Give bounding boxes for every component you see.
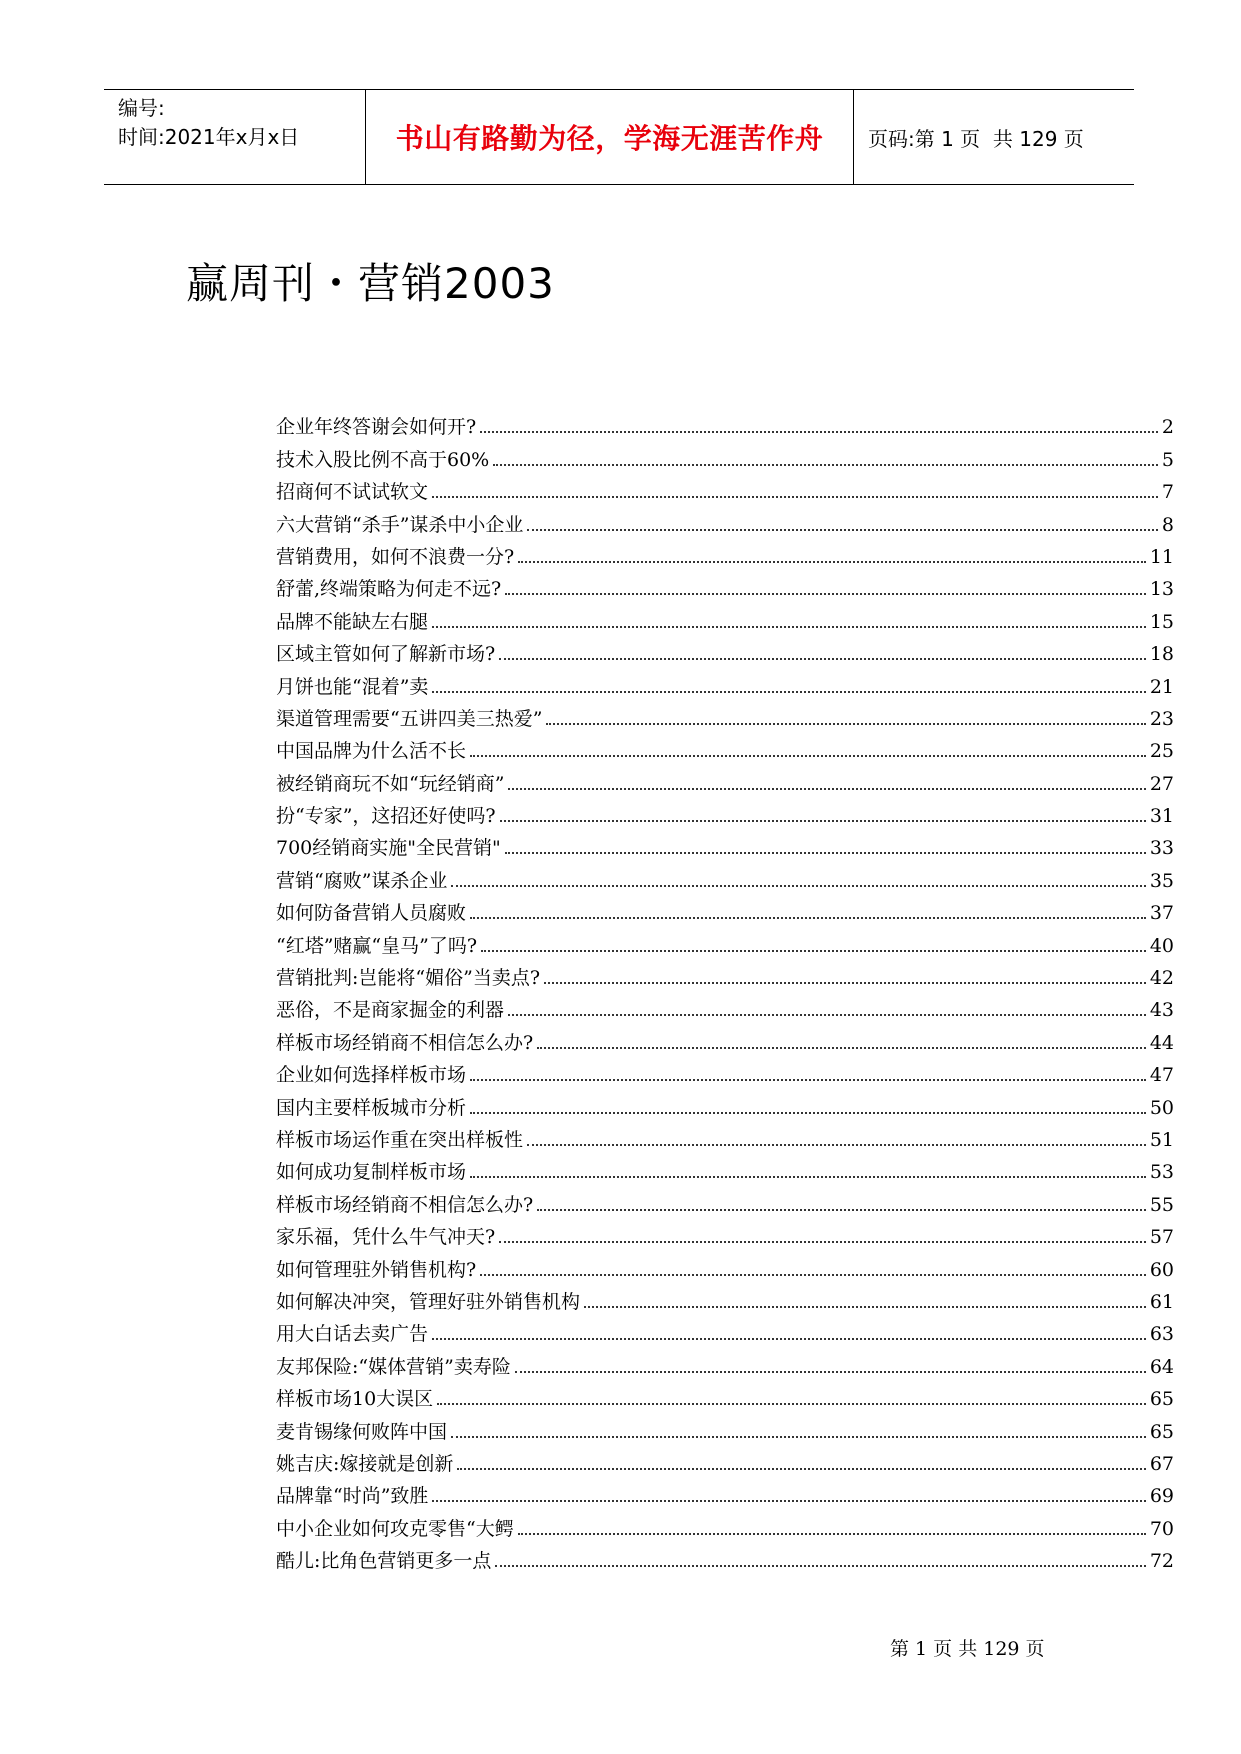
- toc-entry[interactable]: [276, 1120, 1174, 1152]
- toc-entry-title: 酷儿:比角色营销更多一点: [276, 1550, 492, 1573]
- toc-entry[interactable]: [276, 1379, 1174, 1411]
- toc-dot-leader: [470, 1112, 1146, 1114]
- toc-entry-title: 品牌不能缺左右腿: [276, 610, 429, 633]
- toc-dot-leader: [495, 1565, 1145, 1567]
- toc-entry-page: 27: [1149, 772, 1174, 795]
- toc-entry-title: 企业年终答谢会如何开?: [276, 416, 477, 439]
- toc-entry[interactable]: [276, 1282, 1174, 1314]
- toc-entry-page: 67: [1149, 1452, 1174, 1475]
- toc-entry[interactable]: [276, 634, 1174, 666]
- toc-entry[interactable]: [276, 796, 1174, 828]
- toc-entry-page: 15: [1149, 610, 1174, 633]
- toc-entry-page: 65: [1149, 1420, 1174, 1443]
- toc-entry-page: 63: [1149, 1323, 1174, 1346]
- toc-entry-title: 样板市场运作重在突出样板性: [276, 1128, 524, 1151]
- toc-dot-leader: [584, 1306, 1146, 1308]
- toc-entry[interactable]: [276, 958, 1174, 990]
- table-of-contents: [276, 407, 1174, 1573]
- toc-entry[interactable]: [276, 601, 1174, 633]
- toc-entry-page: 13: [1149, 578, 1174, 601]
- toc-dot-leader: [470, 755, 1146, 757]
- toc-entry-title: 营销费用，如何不浪费一分?: [276, 545, 515, 568]
- toc-dot-leader: [505, 593, 1146, 595]
- toc-dot-leader: [527, 529, 1157, 531]
- motto: 书山有路勤为径，学海无涯苦作舟: [395, 122, 824, 155]
- toc-entry-title: 姚吉庆:嫁接就是创新: [276, 1452, 454, 1475]
- toc-dot-leader: [505, 852, 1146, 854]
- toc-entry[interactable]: [276, 439, 1174, 471]
- toc-entry[interactable]: [276, 472, 1174, 504]
- toc-entry-title: 中小企业如何攻克零售“大鳄: [276, 1517, 514, 1540]
- toc-entry-title: 样板市场经销商不相信怎么办?: [276, 1031, 534, 1054]
- toc-entry-title: 如何管理驻外销售机构?: [276, 1258, 477, 1281]
- toc-dot-leader: [451, 1436, 1146, 1438]
- toc-dot-leader: [432, 496, 1158, 498]
- toc-entry-page: 69: [1149, 1485, 1174, 1508]
- toc-entry-page: 70: [1149, 1517, 1174, 1540]
- toc-entry-page: 57: [1149, 1226, 1174, 1249]
- toc-entry-page: 60: [1149, 1258, 1174, 1281]
- toc-entry-page: 72: [1149, 1550, 1174, 1573]
- toc-entry[interactable]: [276, 1444, 1174, 1476]
- document-title: 赢周刊・营销2003: [186, 259, 555, 308]
- toc-entry-page: 37: [1149, 902, 1174, 925]
- toc-entry-title: 友邦保险:“媒体营销”卖寿险: [276, 1355, 511, 1378]
- toc-entry-title: 国内主要样板城市分析: [276, 1096, 467, 1119]
- toc-entry-title: 渠道管理需要“五讲四美三热爱”: [276, 707, 543, 730]
- toc-dot-leader: [527, 1144, 1146, 1146]
- toc-entry[interactable]: [276, 1314, 1174, 1346]
- header-motto-cell: [366, 90, 854, 184]
- toc-entry[interactable]: [276, 763, 1174, 795]
- toc-dot-leader: [546, 723, 1145, 725]
- toc-entry-page: 61: [1149, 1290, 1174, 1313]
- toc-entry-page: 35: [1149, 869, 1174, 892]
- toc-entry-title: 样板市场10大误区: [276, 1388, 434, 1411]
- toc-dot-leader: [518, 561, 1146, 563]
- toc-entry-title: 被经销商玩不如“玩经销商”: [276, 772, 505, 795]
- toc-entry[interactable]: [276, 1152, 1174, 1184]
- toc-entry[interactable]: [276, 1022, 1174, 1054]
- toc-entry-title: 区域主管如何了解新市场?: [276, 643, 496, 666]
- toc-dot-leader: [508, 788, 1145, 790]
- toc-entry-page: 53: [1149, 1161, 1174, 1184]
- toc-entry[interactable]: [276, 828, 1174, 860]
- toc-entry-title: 舒蕾,终端策略为何走不远?: [276, 578, 502, 601]
- toc-entry-title: 六大营销“杀手”谋杀中小企业: [276, 513, 524, 536]
- page-footer: 第 1 页 共 129 页: [890, 1638, 1045, 1660]
- toc-entry-page: 43: [1149, 999, 1174, 1022]
- toc-entry-title: 用大白话去卖广告: [276, 1323, 429, 1346]
- toc-entry-page: 64: [1149, 1355, 1174, 1378]
- toc-dot-leader: [493, 464, 1158, 466]
- toc-entry[interactable]: [276, 1249, 1174, 1281]
- toc-dot-leader: [508, 1014, 1146, 1016]
- toc-entry[interactable]: [276, 1508, 1174, 1540]
- toc-entry-page: 7: [1161, 481, 1174, 504]
- toc-dot-leader: [470, 917, 1146, 919]
- toc-entry-title: 营销“腐败”谋杀企业: [276, 869, 448, 892]
- page-header: [104, 89, 1134, 185]
- toc-entry[interactable]: [276, 1217, 1174, 1249]
- toc-dot-leader: [470, 1079, 1146, 1081]
- toc-entry-page: 23: [1149, 707, 1174, 730]
- toc-entry-page: 11: [1149, 545, 1174, 568]
- toc-dot-leader: [500, 820, 1146, 822]
- toc-entry-page: 2: [1161, 416, 1174, 439]
- toc-entry[interactable]: [276, 893, 1174, 925]
- header-meta: [104, 90, 366, 184]
- toc-entry[interactable]: [276, 990, 1174, 1022]
- toc-entry-page: 5: [1161, 448, 1174, 471]
- toc-entry[interactable]: [276, 1055, 1174, 1087]
- toc-entry-title: 企业如何选择样板市场: [276, 1064, 467, 1087]
- toc-dot-leader: [481, 950, 1146, 952]
- toc-dot-leader: [432, 626, 1146, 628]
- toc-entry-page: 42: [1149, 967, 1174, 990]
- toc-entry[interactable]: [276, 1087, 1174, 1119]
- toc-dot-leader: [432, 1338, 1146, 1340]
- toc-entry-page: 25: [1149, 740, 1174, 763]
- time-label: 时间:2021年x月x日: [118, 125, 300, 149]
- toc-dot-leader: [480, 1274, 1146, 1276]
- toc-entry-title: 中国品牌为什么活不长: [276, 740, 467, 763]
- toc-entry-title: 700经销商实施"全民营销": [276, 837, 501, 860]
- toc-dot-leader: [499, 1241, 1146, 1243]
- toc-entry[interactable]: [276, 407, 1174, 439]
- toc-entry[interactable]: [276, 1346, 1174, 1378]
- toc-entry-title: 品牌靠“时尚”致胜: [276, 1485, 429, 1508]
- toc-dot-leader: [518, 1533, 1146, 1535]
- toc-entry-title: 扮“专家”，这招还好使吗?: [276, 805, 496, 828]
- toc-entry-title: 技术入股比例不高于60%: [276, 448, 490, 471]
- toc-entry-page: 47: [1149, 1064, 1174, 1087]
- toc-dot-leader: [480, 431, 1158, 433]
- toc-entry-title: 样板市场经销商不相信怎么办?: [276, 1193, 534, 1216]
- toc-entry-page: 18: [1149, 643, 1174, 666]
- toc-entry[interactable]: [276, 537, 1174, 569]
- toc-entry-title: 家乐福，凭什么牛气冲天?: [276, 1226, 496, 1249]
- toc-dot-leader: [537, 1047, 1146, 1049]
- toc-entry-page: 44: [1149, 1031, 1174, 1054]
- number-label: 编号:: [118, 96, 165, 120]
- toc-entry[interactable]: [276, 1184, 1174, 1216]
- toc-entry-title: 麦肯锡缘何败阵中国: [276, 1420, 448, 1443]
- toc-entry-page: 50: [1149, 1096, 1174, 1119]
- toc-entry-page: 55: [1149, 1193, 1174, 1216]
- toc-entry[interactable]: [276, 925, 1174, 957]
- header-page-cell: [854, 90, 1134, 184]
- toc-entry[interactable]: [276, 699, 1174, 731]
- toc-entry-page: 8: [1161, 513, 1174, 536]
- toc-entry[interactable]: [276, 569, 1174, 601]
- toc-dot-leader: [537, 1209, 1146, 1211]
- toc-entry[interactable]: [276, 666, 1174, 698]
- toc-dot-leader: [499, 658, 1146, 660]
- toc-entry[interactable]: [276, 731, 1174, 763]
- header-page-info: 页码:第 1 页 共 129 页: [868, 126, 1084, 151]
- toc-entry-title: 月饼也能“混着”卖: [276, 675, 429, 698]
- toc-dot-leader: [432, 691, 1145, 693]
- toc-dot-leader: [457, 1468, 1145, 1470]
- toc-entry-title: 营销批判:岂能将“媚俗”当卖点?: [276, 967, 541, 990]
- toc-entry[interactable]: [276, 860, 1174, 892]
- toc-entry-title: 如何成功复制样板市场: [276, 1161, 467, 1184]
- toc-entry[interactable]: [276, 504, 1174, 536]
- toc-entry-title: 如何解决冲突，管理好驻外销售机构: [276, 1290, 581, 1313]
- toc-entry-page: 65: [1149, 1388, 1174, 1411]
- toc-entry[interactable]: [276, 1411, 1174, 1443]
- toc-entry-title: 如何防备营销人员腐败: [276, 902, 467, 925]
- toc-entry[interactable]: [276, 1541, 1174, 1573]
- toc-entry-page: 40: [1149, 934, 1174, 957]
- toc-entry-page: 51: [1149, 1128, 1174, 1151]
- toc-entry-page: 31: [1149, 805, 1174, 828]
- toc-dot-leader: [515, 1371, 1146, 1373]
- toc-entry-title: 恶俗，不是商家掘金的利器: [276, 999, 505, 1022]
- toc-dot-leader: [437, 1403, 1146, 1405]
- toc-entry-title: 招商何不试试软文: [276, 481, 429, 504]
- toc-entry-page: 21: [1149, 675, 1174, 698]
- toc-entry-page: 33: [1149, 837, 1174, 860]
- toc-dot-leader: [432, 1500, 1145, 1502]
- toc-dot-leader: [451, 885, 1145, 887]
- toc-entry-title: “红塔”赌赢“皇马”了吗?: [276, 934, 478, 957]
- toc-dot-leader: [544, 982, 1146, 984]
- toc-entry[interactable]: [276, 1476, 1174, 1508]
- toc-dot-leader: [470, 1176, 1146, 1178]
